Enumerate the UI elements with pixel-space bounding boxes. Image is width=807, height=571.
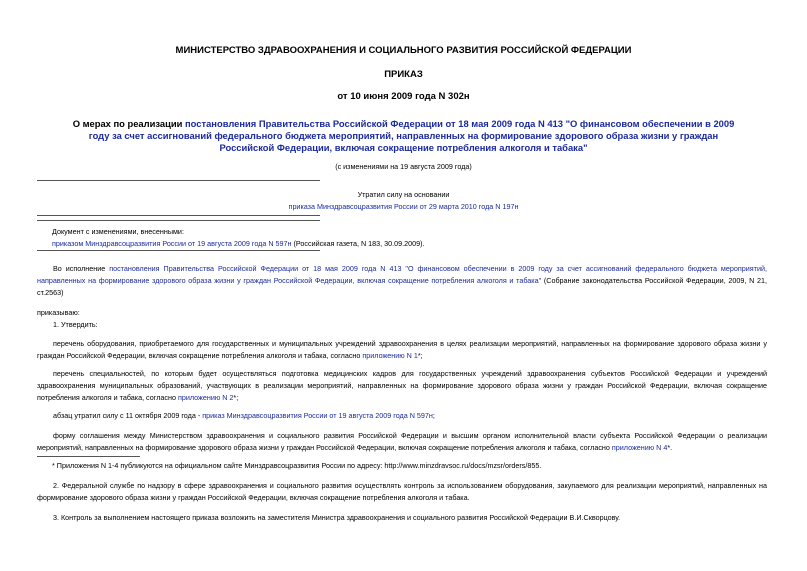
amendments-link[interactable]: приказом Минздравсоцразвития России от 19 августа 2009 года N 597н [52, 239, 292, 248]
footnote-divider [37, 456, 140, 457]
appendix-1-link[interactable]: приложению N 1 [362, 351, 418, 360]
list-item: перечень оборудования, приобретаемого для государственных и муниципальных учреждений здравоохранения в целях реализации мероприятий, направленных на формирование здорового образа жизни у граждан Российской Федерации, включая сокращение потребления алкоголя и табака, согласно приложению N 1*; [37, 339, 767, 360]
amendments-label: Документ с изменениями, внесенными: [52, 227, 184, 236]
divider [37, 220, 320, 221]
ministry-title: МИНИСТЕРСТВО ЗДРАВООХРАНЕНИЯ И СОЦИАЛЬНОГО РАЗВИТИЯ РОССИЙСКОЙ ФЕДЕРАЦИИ [175, 45, 632, 56]
appendix-2-link[interactable]: приложению N 2 [177, 393, 234, 402]
preamble [37, 263, 767, 299]
subject-prefix: О мерах по реализации [72, 118, 186, 129]
order-word: приказываю: [37, 308, 80, 317]
changes-note: (с изменениями на 19 августа 2009 года) [335, 162, 472, 171]
appendix-4-link[interactable]: приложению N 4 [611, 443, 668, 452]
amendments-suffix: (Российская газета, N 183, 30.09.2009). [291, 239, 425, 248]
lost-force-text: Утратил силу на основании [357, 190, 450, 199]
divider [37, 250, 320, 251]
item-1: 1. Утвердить: [53, 320, 98, 329]
lost-force-link[interactable]: приказа Минздравсоцразвития России от 29 марта 2010 года N 197н [288, 202, 519, 211]
repealed-paragraph: абзац утратил силу с 11 октября 2009 года - приказ Минздравсоцразвития России от 19 августа 2009 года N 597н; [53, 411, 435, 420]
footnote: * Приложения N 1-4 публикуются на официальном сайте Минздравсоцразвития России по адресу: http://www.minzdravsoc.ru/docs/mzsr/orders/855. [52, 461, 542, 470]
document-kind: ПРИКАЗ [384, 69, 423, 80]
divider [37, 180, 320, 181]
repealed-link[interactable]: приказ Минздравсоцразвития России от 19 августа 2009 года N 597н [202, 411, 433, 420]
form-paragraph: форму соглашения между Министерством здравоохранения и социального развития Российской Федерации и высшим органом исполнительной власти субъекта Российской Федерации о реализации мероприятий, направленных на формирование здорового образа жизни у граждан Российской Федерации, включая сокращение потребления алкоголя и табака, согласно приложению N 4*. [37, 431, 767, 452]
item-3: 3. Контроль за выполнением настоящего приказа возложить на заместителя Министра здравоохранения и социального развития Российской Федерации В.И.Скворцову. [53, 513, 621, 522]
preamble-link[interactable]: постановления Правительства Российской Федерации от 18 мая 2009 года N 413 "О финансовом обеспечении в 2009 году за счет ассигнований федерального бюджета мероприятий, направленных на формирование здорового образа жизни у граждан Российской Федерации, включая сокращение потребления алкоголя и табака" [37, 264, 767, 285]
list-item: перечень специальностей, по которым будет осуществляться подготовка медицинских кадров для государственных учреждений здравоохранения субъектов Российской Федерации и учреждений здравоохранения муниципальных образований, участвующих в реализации мероприятий, направленных на формирование здорового образа жизни у граждан Российской Федерации, включая сокращение потребления алкоголя и табака, согласно приложению N 2*; [37, 369, 767, 402]
amendments-line [52, 238, 752, 250]
document-date: от 10 июня 2009 года N 302н [337, 91, 470, 102]
document-subject [70, 118, 737, 154]
preamble-suffix: (Собрание законодательства Российской Федерации, 2009, N 21, ст.2563) [37, 276, 767, 297]
subject-link[interactable]: постановления Правительства Российской Федерации от 18 мая 2009 года N 413 "О финансовом обеспечении в 2009 году за счет ассигнований федерального бюджета мероприятий, направленных на формирование здорового образа жизни у граждан Российской Федерации, включая сокращение потребления алкоголя и табака" [88, 118, 735, 153]
divider [37, 215, 320, 216]
preamble-prefix: Во исполнение [53, 264, 110, 273]
item-2: 2. Федеральной службе по надзору в сфере здравоохранения и социального развития осуществлять контроль за использованием оборудования, закупаемого для реализации мероприятий, направленных на формирование здорового образа жизни у граждан Российской Федерации, включая сокращение потребления алкоголя и табака. [37, 481, 767, 502]
